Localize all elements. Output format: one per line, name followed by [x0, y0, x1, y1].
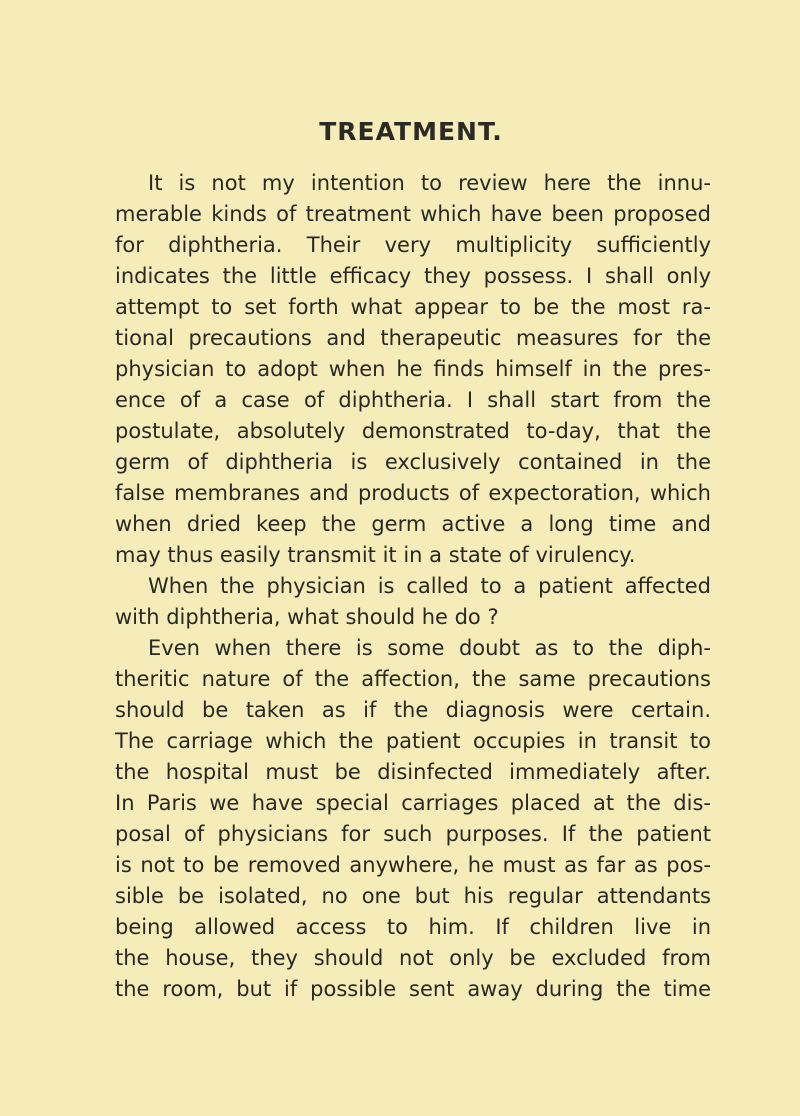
text-line: Even when there is some doubt as to the diph-	[148, 636, 711, 660]
text-line: attempt to set forth what appear to be the most ra-	[115, 295, 711, 319]
text-line: It is not my intention to review here the innu-	[148, 171, 711, 195]
text-line: theritic nature of the affection, the same precautions	[115, 667, 711, 691]
text-line: the house, they should not only be excluded from	[115, 946, 711, 970]
text-line: sible be isolated, no one but his regular attendants	[115, 884, 711, 908]
text-line: the room, but if possible sent away during the time	[115, 977, 711, 1001]
text-line: indicates the little efficacy they possess. I shall only	[115, 264, 711, 288]
text-line: postulate, absolutely demonstrated to-day, that the	[115, 419, 711, 443]
text-line: the hospital must be disinfected immediately after.	[115, 760, 711, 784]
text-line: posal of physicians for such purposes. If the patient	[115, 822, 711, 846]
text-line: with diphtheria, what should he do ?	[115, 605, 499, 629]
text-line: ence of a case of diphtheria. I shall start from the	[115, 388, 711, 412]
text-line: may thus easily transmit it in a state of virulency.	[115, 543, 636, 567]
text-line: In Paris we have special carriages placed at the dis-	[115, 791, 711, 815]
text-line: should be taken as if the diagnosis were certain.	[115, 698, 711, 722]
text-line: germ of diphtheria is exclusively contained in the	[115, 450, 711, 474]
text-line: being allowed access to him. If children live in	[115, 915, 711, 939]
text-line: false membranes and products of expectoration, which	[115, 481, 711, 505]
text-line: when dried keep the germ active a long time and	[115, 512, 711, 536]
text-line: for diphtheria. Their very multiplicity sufficiently	[115, 233, 711, 257]
text-line: When the physician is called to a patient affected	[148, 574, 711, 598]
text-line: The carriage which the patient occupies in transit to	[115, 729, 711, 753]
page-heading: TREATMENT.	[319, 117, 503, 146]
text-line: merable kinds of treatment which have been proposed	[115, 202, 711, 226]
text-line: physician to adopt when he finds himself in the pres-	[115, 357, 711, 381]
text-line: tional precautions and therapeutic measures for the	[115, 326, 711, 350]
text-line: is not to be removed anywhere, he must as far as pos-	[115, 853, 711, 877]
